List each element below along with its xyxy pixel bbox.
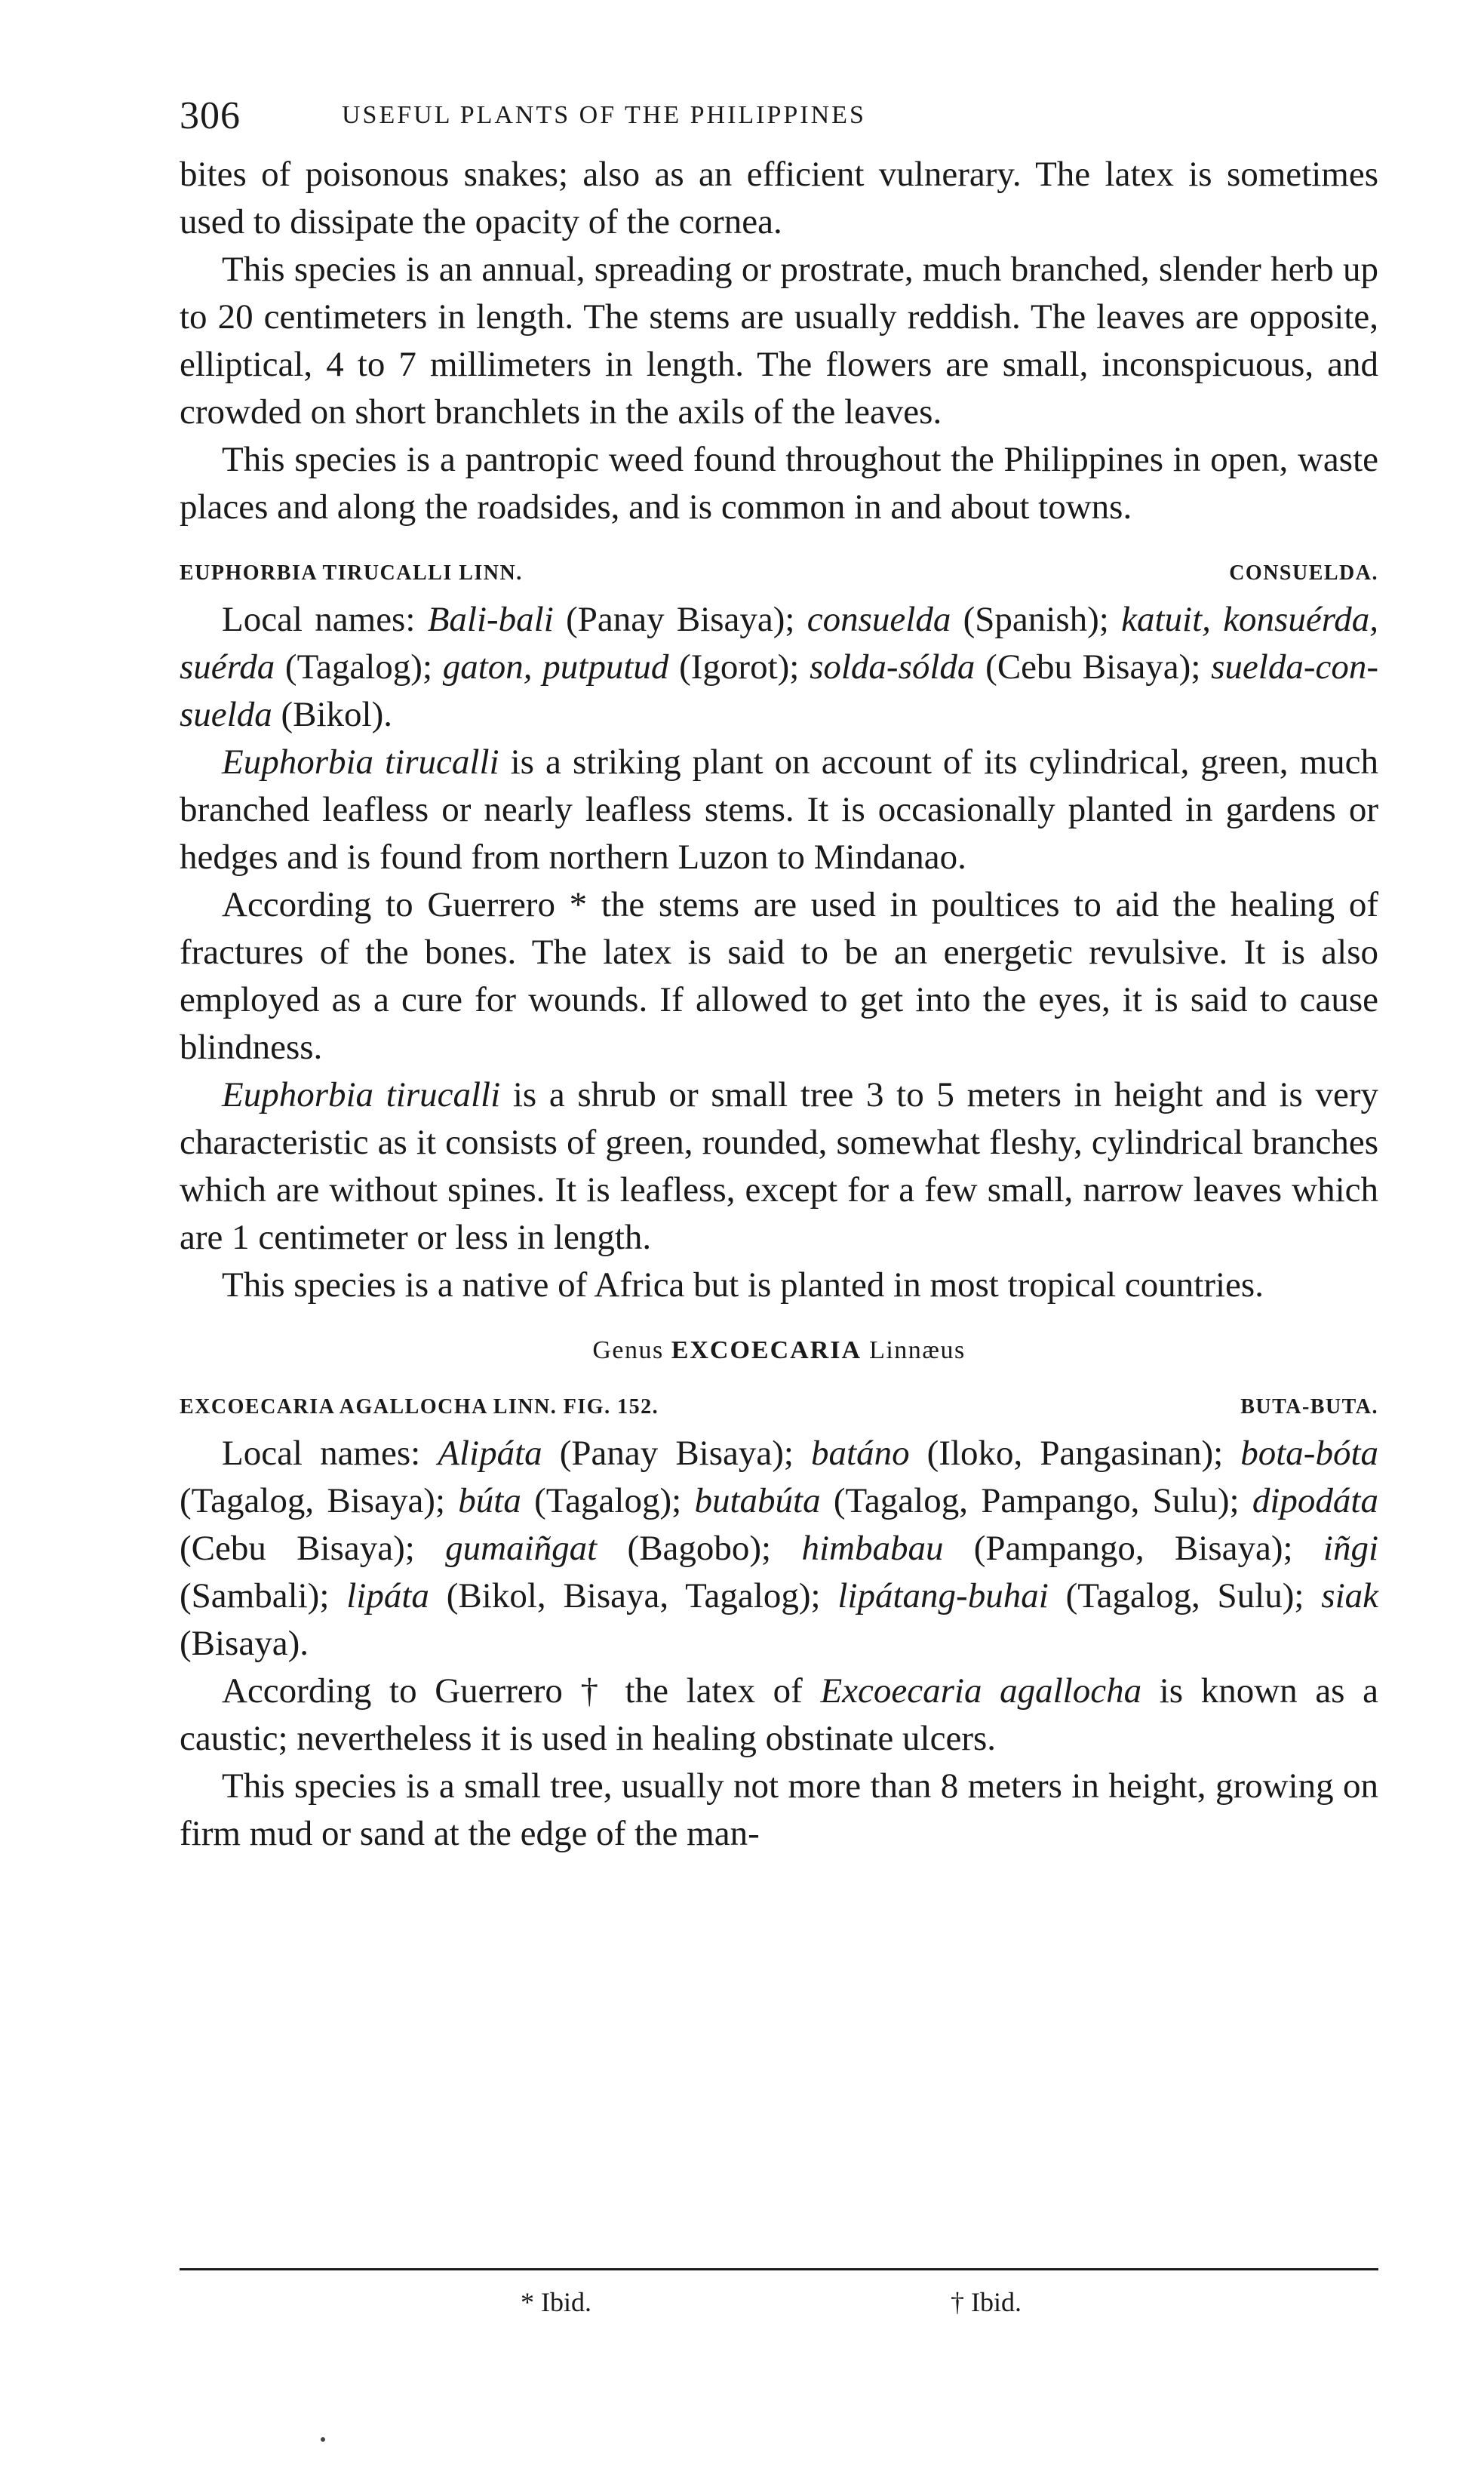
local-name-region: (Bisaya). [180, 1624, 309, 1663]
local-name-region: (Pampango, Bisaya); [943, 1529, 1323, 1568]
local-name: bota-bóta [1240, 1434, 1379, 1473]
local-name: consuelda [807, 600, 951, 639]
local-name-region: (Bikol). [272, 695, 392, 734]
species-heading-euphorbia [180, 561, 1378, 586]
paragraph-text: is a striking plant on account of its cylindrical, green, much branched leafless or nearly leafless stems. It is occasionally planted in gardens or hedges and is found from northern Luzon to Mindanao. [180, 742, 1378, 877]
local-name-region: (Iloko, Pangasinan); [909, 1434, 1241, 1473]
local-name-region: (Spanish); [951, 600, 1122, 639]
species-italic: Euphorbia tirucalli [222, 1075, 501, 1114]
genus-author: Linnæus [862, 1336, 966, 1364]
local-name-region: (Tagalog, Bisaya); [180, 1481, 459, 1520]
local-name: gumaiñgat [445, 1529, 598, 1568]
local-name-region: (Bikol, Bisaya, Tagalog); [429, 1576, 838, 1615]
genus-name: EXCOECARIA [671, 1336, 862, 1364]
local-name: dipodáta [1252, 1481, 1378, 1520]
genus-heading [180, 1336, 1378, 1365]
local-name-region: (Cebu Bisaya); [975, 647, 1212, 687]
local-name-region: (Cebu Bisaya); [180, 1529, 446, 1568]
species-common-name: CONSUELDA. [1229, 561, 1378, 585]
paragraph-excoecaria-description: This species is a small tree, usually not more than 8 meters in height, growing on firm mud or sand at the edge of the man- [180, 1766, 1378, 1853]
paragraph-distribution: This species is a pantropic weed found throughout the Philippines in open, waste places and along the roadsides, and is common in and about towns. [180, 440, 1378, 527]
local-name-region: (Tagalog); [275, 647, 443, 687]
paragraph-euphorbia-description [180, 1071, 1378, 1262]
page-body [180, 151, 1378, 1858]
local-name: suelda-con-suelda [180, 647, 1378, 734]
local-name: gaton, putputud [442, 647, 669, 687]
local-name-region: (Panay Bisaya); [542, 1434, 812, 1473]
local-name: katuit, konsuérda, suérda [180, 600, 1378, 687]
local-names-label: Local names: [222, 600, 428, 639]
running-head: USEFUL PLANTS OF THE PHILIPPINES [342, 101, 866, 129]
species-common-name: BUTA-BUTA. [1240, 1395, 1378, 1419]
local-name-region: (Panay Bisaya); [553, 600, 807, 639]
local-name: siak [1321, 1576, 1379, 1615]
local-name: iñgi [1323, 1529, 1379, 1568]
species-latin-name: EXCOECARIA AGALLOCHA LINN. FIG. 152. [180, 1395, 659, 1419]
species-heading-excoecaria [180, 1395, 1378, 1419]
footnote-2: † Ibid. [951, 2287, 1022, 2317]
paragraph-text: According to Guerrero † the latex of [222, 1671, 821, 1711]
local-names-excoecaria [180, 1430, 1378, 1668]
page-header [180, 91, 1378, 151]
local-names-label: Local names: [222, 1434, 438, 1473]
footnote-rule [180, 2268, 1378, 2270]
genus-prefix: Genus [592, 1336, 671, 1364]
species-latin-name: EUPHORBIA TIRUCALLI LINN. [180, 561, 523, 585]
local-name-region: (Tagalog, Sulu); [1048, 1576, 1322, 1615]
local-name-region: (Igorot); [668, 647, 810, 687]
local-names-euphorbia [180, 596, 1378, 739]
print-speck [321, 2437, 325, 2442]
paragraph-text: is a shrub or small tree 3 to 5 meters in height and is very characteristic as it consists of green, rounded, somewhat fleshy, cylindrical branches which are without spines. It is leafless, except for a few small, narrow leaves which are 1 centimeter or less in length. [180, 1075, 1379, 1257]
local-name: batáno [811, 1434, 910, 1473]
local-name-region: (Sambali); [180, 1576, 347, 1615]
local-name-region: (Tagalog); [521, 1481, 695, 1520]
local-name: lipáta [346, 1576, 429, 1615]
page-number: 306 [180, 94, 241, 137]
footnote-1: * Ibid. [521, 2287, 591, 2317]
local-name: himbabau [801, 1529, 944, 1568]
paragraph-euphorbia-habit [180, 739, 1378, 881]
species-italic: Excoecaria agallocha [820, 1671, 1142, 1711]
local-name-region: (Tagalog, Pampango, Sulu); [820, 1481, 1252, 1520]
paragraph-euphorbia-uses: According to Guerrero * the stems are used in poultices to aid the healing of fractures of the bones. The latex is said to be an energetic revulsive. It is also employed as a cure for wounds. If allowed to get into the eyes, it is said to cause blindness. [180, 885, 1378, 1067]
local-name: lipátang-buhai [837, 1576, 1049, 1615]
species-italic: Euphorbia tirucalli [222, 742, 499, 782]
local-name-region: (Bagobo); [597, 1529, 802, 1568]
paragraph-text: is known as a caustic; nevertheless it is used in healing obstinate ulcers. [180, 1671, 1378, 1758]
paragraph-excoecaria-uses [180, 1668, 1378, 1763]
local-name: Alipáta [438, 1434, 542, 1473]
local-name: Bali-bali [427, 600, 554, 639]
paragraph-continuation: bites of poisonous snakes; also as an efficient vulnerary. The latex is sometimes used to dissipate the opacity of the cornea. [180, 155, 1378, 241]
paragraph-euphorbia-distribution: This species is a native of Africa but is planted in most tropical countries. [222, 1265, 1264, 1305]
local-name: butabúta [694, 1481, 821, 1520]
local-name: solda-sólda [810, 647, 976, 687]
local-name: búta [458, 1481, 521, 1520]
paragraph-description: This species is an annual, spreading or prostrate, much branched, slender herb up to 20 centimeters in length. The stems are usually reddish. The leaves are opposite, elliptical, 4 to 7 millimeters in length. The flowers are small, inconspicuous, and crowded on short branchlets in the axils of the leaves. [180, 250, 1378, 432]
